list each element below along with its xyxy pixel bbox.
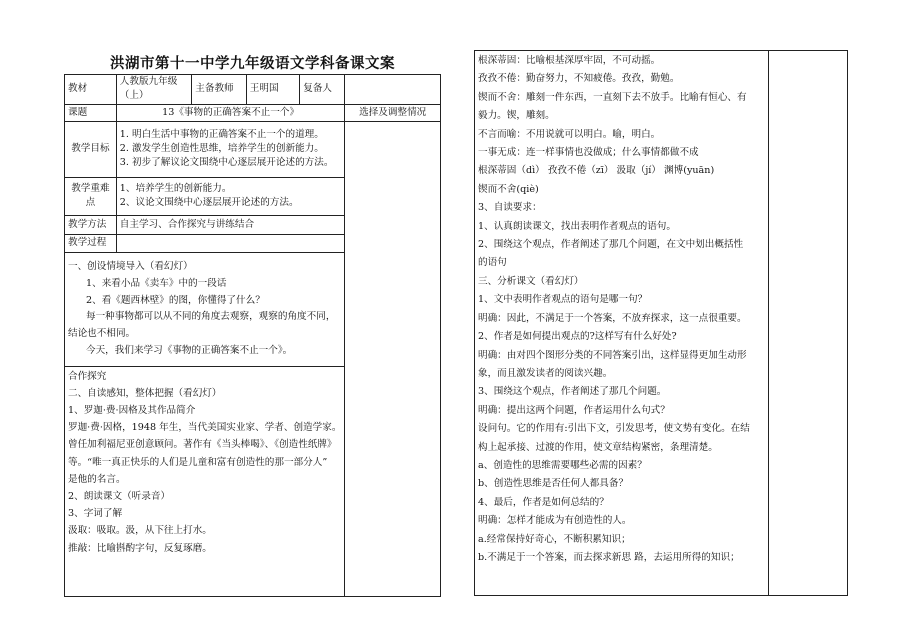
right-line: 1、认真朗读课文，找出表明作者观点的语句。 [478,220,676,232]
right-line: b.不满足于一个答案，而去探求新思 路，去运用所得的知识； [478,551,740,563]
teacher-value: 王明国 [246,75,299,105]
lesson-title: 13《事物的正确答案不止一个》 [116,104,345,121]
intro-line: 结论也不相同。 [68,328,136,340]
reviewer-label: 复备人 [300,75,345,105]
coop-line: 合作探究 [68,370,107,382]
right-line: 明确：由对四个图形分类的不同答案引出，这样显得更加生动形 [478,349,747,361]
right-line: 孜孜不倦：勤奋努力，不知疲倦。孜孜，勤勉。 [478,73,680,85]
right-line: 1、文中表明作者观点的语句是哪一句？ [478,294,648,306]
right-line: a.经常保持好奇心，不断积累知识； [478,533,631,545]
right-line: 不言而喻：不用说就可以明白。喻，明白。 [478,128,661,140]
coop-line: 二、自读感知，整体把握（看幻灯） [68,387,222,399]
coop-line: 是他的名言。 [68,473,126,485]
right-line: 根深蒂固：比喻根基深厚牢固，不可动摇。 [478,55,661,66]
right-line: 锲而不舍：雕刻一件东西，一直刻下去不放手。比喻有恒心、有 [478,91,747,103]
right-line: 明确：怎样才能成为有创造性的人。 [478,515,632,527]
coop-line: 汲取：吸取。汲，从下往上打水。 [68,525,212,537]
intro-line: 今天，我们来学习《事物的正确答案不止一个》。 [86,344,293,356]
page-title: 洪湖市第十一中学九年级语文学科备课文案 [110,55,395,72]
adjustment-header: 选择及调整情况 [345,104,441,121]
right-line: 根深蒂固（dì） 孜孜不倦（zī） 汲取（jí） 渊博(yuān) [478,165,715,177]
coop-line: 2、朗读课文（听录音） [68,490,171,502]
lesson-plan-table-right [474,50,848,596]
right-line: 的语句 [478,257,507,269]
goals-label: 教学目标 [65,121,117,177]
right-line: 三、分析课文（看幻灯） [478,275,584,287]
goals-list [116,121,345,177]
intro-line: 2、看《题西林壁》的图，你懂得了什么？ [86,294,265,306]
right-line: 3、自读要求： [478,202,542,214]
right-line: 毅力。锲，雕刻。 [478,110,555,122]
key-point-item: 2、议论文围绕中心逐层展开论述的方法。 [119,197,299,209]
right-line: a、创造性的思维需要哪些必需的因素？ [478,459,647,471]
intro-line: 每一种事物都可以从不同的角度去观察，观察的角度不同， [86,311,336,323]
reviewer-value [345,75,441,105]
coop-line: 推敲：比喻斟酌字句，反复琢磨。 [68,542,212,554]
methods-label: 教学方法 [65,215,117,234]
right-line: b、创造性思维是否任何人都具备？ [478,478,629,490]
right-line: 2、围绕这个观点，作者阐述了那几个问题，在文中划出概括性 [478,239,744,251]
key-points-label: 教学重难 点 [65,177,117,215]
teacher-label: 主备教师 [192,75,247,105]
coop-line: 曾任加利福尼亚创意顾问。著作有《当头棒喝》、《创造性纸牌》 [68,439,337,451]
right-line: 明确：提出这两个问题，作者运用什么句式？ [478,404,670,416]
lesson-label: 课题 [65,104,117,121]
intro-section [65,252,345,366]
key-points-list [116,177,345,215]
right-line: 4、最后，作者是如何总结的？ [478,496,609,508]
right-line: 构上起承接、过渡的作用，使文章结构紧密，条理清楚。 [478,441,718,453]
methods-value: 自主学习、合作探究与讲练结合 [116,215,345,234]
right-line: 一事无成：连一样事情也没做成；什么事情都做不成 [478,147,699,159]
right-line: 锲而不舍(qiè) [478,183,539,195]
goal-item: 2. 激发学生创造性思维，培养学生的创新能力。 [119,143,324,155]
key-point-item: 1、培养学生的创新能力。 [119,182,232,194]
lesson-plan-table-left [64,74,441,597]
intro-line: 1、来看小品《卖车》中的一段话 [86,277,227,289]
coop-line: 1、罗迦·费·因格及其作品简介 [68,405,196,417]
right-line: 3、围绕这个观点，作者阐述了那几个问题。 [478,386,667,398]
adjustment-cell [345,121,441,596]
process-label: 教学过程 [65,234,117,252]
intro-line: 一、创设情境导入（看幻灯） [68,260,193,272]
right-adjustment-cell [768,51,847,596]
right-line: 2、作者是如何提出观点的?这样写有什么好处? [478,331,677,343]
right-line: 象，而且激发读者的阅读兴趣。 [478,367,613,379]
subject-label: 教材 [65,75,117,105]
subject-value: 人教版九年级（上） [116,75,191,105]
goal-item: 3. 初步了解议论文围绕中心逐层展开论述的方法。 [119,157,334,169]
coop-line: 罗迦·费·因格，1948 年生，当代美国实业家、学者、创造学家。 [68,422,342,434]
analysis-section [475,51,769,596]
coop-line: 等。“唯一真正快乐的人们是儿童和富有创造性的那一部分人” [68,456,328,468]
goal-item: 1. 明白生活中事物的正确答案不止一个的道理。 [119,128,324,140]
coop-line: 3、字词了解 [68,508,123,520]
right-line: 设问句。它的作用有:引出下文，引发思考，使文势有变化。在结 [478,423,750,435]
cooperation-section [65,366,345,596]
right-line: 明确：因此，不满足于一个答案，不放弃探求，这一点很重要。 [478,312,747,324]
